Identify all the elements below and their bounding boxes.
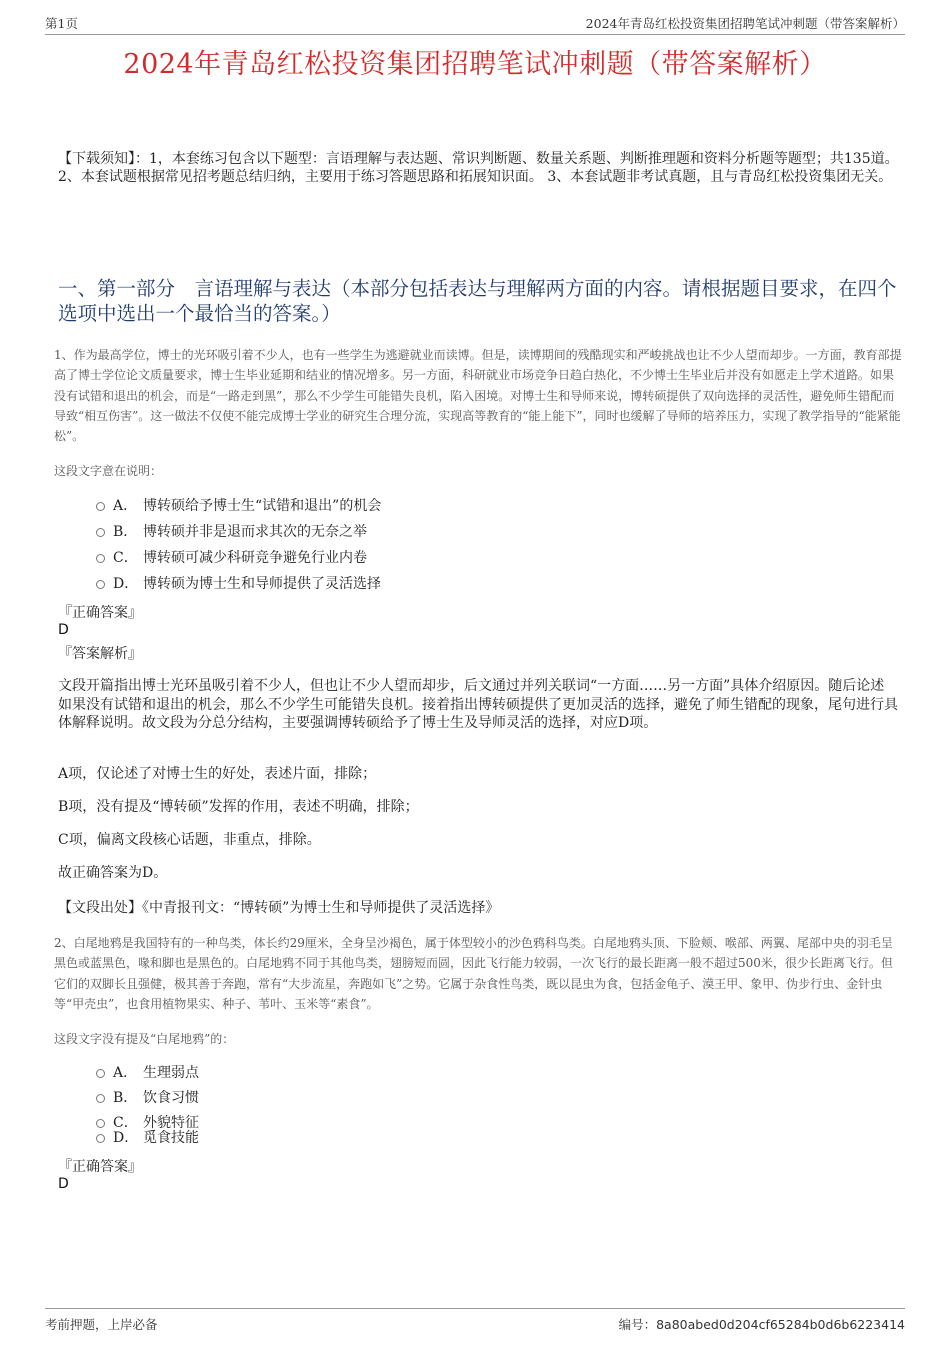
radio-icon[interactable] (96, 502, 105, 511)
radio-icon[interactable] (96, 1069, 105, 1078)
page-footer (45, 1308, 905, 1337)
question-1-option-a[interactable]: A． 博转硕给予博士生“试错和退出”的机会 (96, 496, 381, 516)
question-1-prompt: 这段文字意在说明： (54, 464, 163, 478)
header-doc-title: 2024年青岛红松投资集团招聘笔试冲刺题（带答案解析） (585, 16, 905, 31)
radio-icon[interactable] (96, 580, 105, 589)
download-notice: 【下载须知】：1，本套练习包含以下题型：言语理解与表达题、常识判断题、数量关系题、判断推理题和资料分析题等题型；共135道。 2、本套试题根据常见招考题总结归纳，主要用于练习答题思路和拓展知识面。 3、本套试题非考试真题，且与青岛红松投资集团无关。 (58, 151, 899, 185)
page-number: 第1页 (45, 16, 78, 31)
question-2-answer: D (58, 1176, 69, 1192)
question-1-option-c[interactable]: C． 博转硕可减少科研竞争避免行业内卷 (96, 548, 367, 568)
question-1-answer: D (58, 622, 69, 638)
question-1-stem: 1、作为最高学位，博士的光环吸引着不少人，也有一些学生为逃避就业而读博。但是，读博期间的残酷现实和严峻挑战也让不少人望而却步。一方面，教育部提高了博士学位论文质量要求，博士生毕业延期和结业的情况增多。另一方面，科研就业市场竞争日趋白热化，不少博士生毕业后并没有如愿走上学术道路。如果没有试错和退出的机会，而是“一路走到黑”，那么不少学生可能错失良机，陷入困境。对博士生和导师来说，博转硕提供了双向选择的灵活性，避免师生错配而导致“相互伤害”。这一做法不仅使不能完成博士学业的研究生合理分流，实现高等教育的“能上能下”，同时也缓解了导师的培养压力，实现了教学指导的“能紧能松”。 (54, 348, 902, 444)
footer-slogan: 考前押题，上岸必备 (45, 1317, 158, 1332)
page-header (45, 12, 905, 35)
section-title: 一、第一部分 言语理解与表达（本部分包括表达与理解两方面的内容。请根据题目要求，在四个选项中选出一个最恰当的答案。） (58, 277, 897, 325)
question-1-source: 【文段出处】《中青报刊文：“博转硕”为博士生和导师提供了灵活选择》 (58, 900, 500, 916)
radio-icon[interactable] (96, 1119, 105, 1128)
document-code: 8a80abed0d204cf65284b0d6b6223414 (656, 1317, 905, 1332)
analysis-label: 『答案解析』 (58, 646, 142, 662)
question-1-option-d[interactable]: D． 博转硕为博士生和导师提供了灵活选择 (96, 574, 381, 594)
question-2-option-c[interactable]: C． 外貌特征 (96, 1113, 199, 1133)
radio-icon[interactable] (96, 528, 105, 537)
radio-icon[interactable] (96, 1094, 105, 1103)
question-1-analysis: 文段开篇指出博士光环虽吸引着不少人，但也让不少人望而却步，后文通过并列关联词“一方面……另一方面”具体介绍原因。随后论述如果没有试错和退出的机会，那么不少学生可能错失良机。接着指出博转硕提供了更加灵活的选择，避免了师生错配的现象，尾句进行具体解释说明。故文段为分总分结构，主要强调博转硕给予了博士生及导师灵活的选择，对应D项。 (58, 678, 898, 731)
question-2-option-a[interactable]: A． 生理弱点 (96, 1063, 199, 1083)
analysis-note-a: A项，仅论述了对博士生的好处，表述片面，排除； (58, 766, 377, 782)
analysis-note-b: B项，没有提及“博转硕”发挥的作用，表述不明确，排除； (58, 799, 419, 815)
question-2-prompt: 这段文字没有提及“白尾地鸦”的： (54, 1032, 235, 1046)
analysis-note-c: C项，偏离文段核心话题，非重点，排除。 (58, 832, 321, 848)
question-2-option-d[interactable]: D． 觅食技能 (96, 1128, 199, 1148)
radio-icon[interactable] (96, 1134, 105, 1143)
correct-answer-label: 『正确答案』 (58, 605, 142, 621)
radio-icon[interactable] (96, 554, 105, 563)
question-2-stem: 2、白尾地鸦是我国特有的一种鸟类，体长约29厘米，全身呈沙褐色，属于体型较小的沙色鸦科鸟类。白尾地鸦头顶、下脸颊、喉部、两翼、尾部中央的羽毛呈黑色或蓝黑色，喙和脚也是黑色的。白尾地鸦不同于其他鸟类，翅膀短而圆，因此飞行能力较弱，一次飞行的最长距离一般不超过500米，很少长距离飞行。但它们的双脚长且强健，极其善于奔跑，常有“大步流星，奔跑如飞”之势。它属于杂食性鸟类，既以昆虫为食，包括金龟子、漠王甲、象甲、伪步行虫、金针虫等“甲壳虫”，也食用植物果实、种子、苇叶、玉米等“素食”。 (54, 936, 893, 1011)
question-2-option-b[interactable]: B． 饮食习惯 (96, 1088, 199, 1108)
footer-code: 编号：8a80abed0d204cf65284b0d6b6223414 (618, 1317, 905, 1332)
correct-answer-label: 『正确答案』 (58, 1159, 142, 1175)
analysis-conclusion: 故正确答案为D。 (58, 865, 168, 881)
page-title: 2024年青岛红松投资集团招聘笔试冲刺题（带答案解析） (123, 49, 827, 80)
question-1-option-b[interactable]: B． 博转硕并非是退而求其次的无奈之举 (96, 522, 367, 542)
